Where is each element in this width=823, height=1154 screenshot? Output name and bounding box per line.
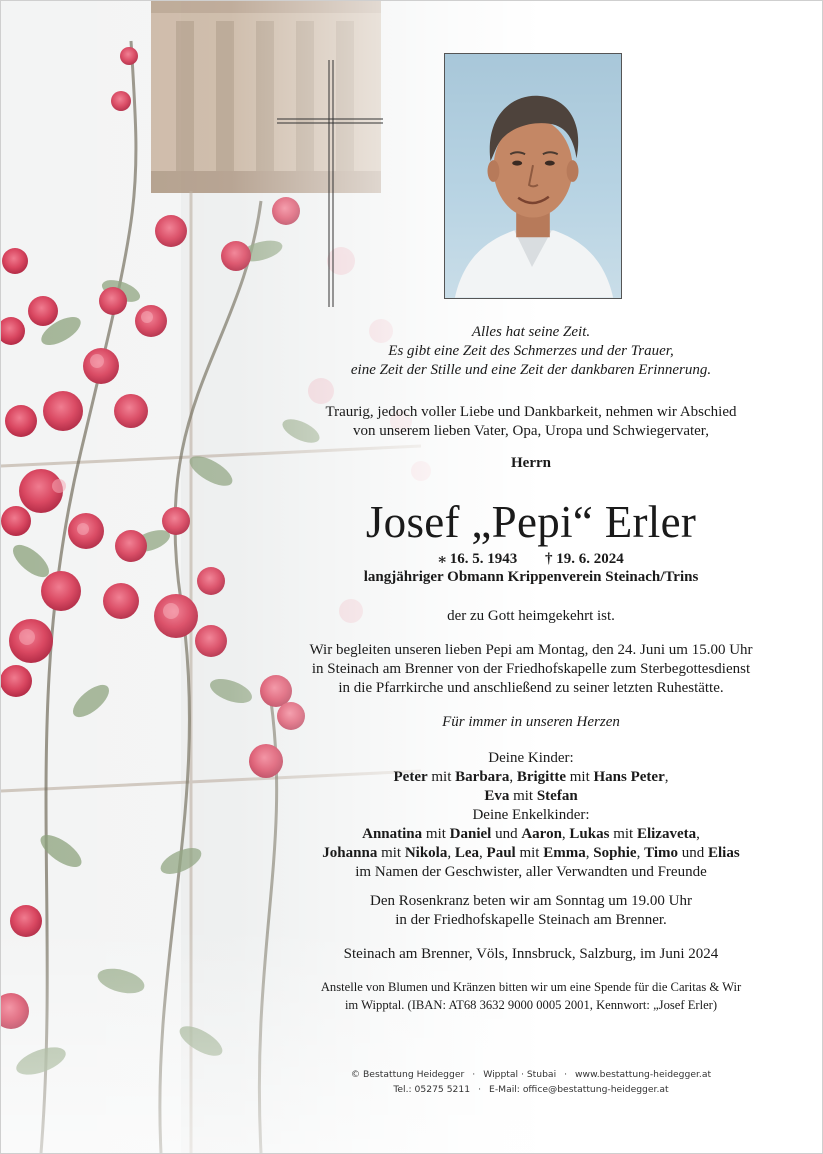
family-member: Annatina [362, 826, 423, 842]
quote [291, 323, 771, 380]
donation-note [291, 978, 771, 1014]
funeral-line: Wir begleiten unseren lieben Pepi am Montag, den 24. Juni um 15.00 Uhr [309, 642, 753, 658]
connector: , [561, 826, 570, 842]
connector: , [447, 845, 455, 861]
family-member: Lea [454, 845, 480, 861]
footer-line-2 [291, 1082, 771, 1097]
deceased-name: Josef „Pepi“ Erler [365, 497, 697, 547]
connector: mit [509, 788, 537, 804]
family-member: Johanna [322, 845, 378, 861]
enkel-heading: Deine Enkelkinder: [472, 807, 590, 823]
rosary-line: Den Rosenkranz beten wir am Sonntag um 19.00 Uhr [369, 893, 693, 909]
connector: mit [422, 826, 450, 842]
family-member: Emma [543, 845, 586, 861]
connector: , [636, 845, 645, 861]
connector: mit [515, 845, 544, 861]
connector: mit [565, 769, 594, 785]
quote-line: eine Zeit der Stille und eine Zeit der dankbaren Erinnerung. [350, 362, 712, 378]
footer-email-link[interactable]: E-Mail: office@bestattung-heidegger.at [489, 1084, 669, 1095]
family-member: Stefan [536, 788, 578, 804]
quote-line: Alles hat seine Zeit. [471, 324, 591, 340]
connector: mit [427, 769, 456, 785]
life-dates [291, 550, 771, 569]
footer-separator: · [478, 1084, 482, 1095]
family-member: Paul [486, 845, 516, 861]
footer-separator: · [564, 1069, 568, 1080]
portrait-illustration [445, 54, 621, 298]
connector: mit [377, 845, 405, 861]
connector: , [509, 769, 517, 785]
kinder-heading: Deine Kinder: [488, 750, 574, 766]
family-member: Nikola [404, 845, 448, 861]
family-member: Eva [484, 788, 510, 804]
portrait-photo [444, 53, 622, 299]
death-date: † 19. 6. 2024 [545, 551, 624, 567]
family-member: Brigitte [516, 769, 566, 785]
enkel-line [291, 825, 771, 844]
connector: und [491, 826, 522, 842]
footer-separator: · [472, 1069, 476, 1080]
family-member: Timo [644, 845, 678, 861]
footer [291, 1067, 771, 1097]
kinder-line [291, 768, 771, 787]
footer-region: Wipptal · Stubai [483, 1069, 557, 1080]
intro-line: von unserem lieben Vater, Opa, Uropa und Schwiegervater, [353, 423, 709, 439]
birth-date: ⁎ 16. 5. 1943 [438, 551, 518, 567]
family-member: Lukas [569, 826, 610, 842]
intro-text [291, 403, 771, 441]
family-member: Aaron [521, 826, 562, 842]
heimgekehrt-text: der zu Gott heimgekehrt ist. [447, 608, 615, 624]
rosary-line: in der Friedhofskapelle Steinach am Brenner. [395, 912, 667, 928]
kinder-line [291, 787, 771, 806]
family-member: Barbara [455, 769, 510, 785]
donation-line: im Wipptal. (IBAN: AT68 3632 9000 0005 2001, Kennwort: „Josef Erler) [344, 998, 718, 1012]
funeral-announcement [291, 641, 771, 698]
family-list [291, 749, 771, 882]
footer-company: © Bestattung Heidegger [350, 1069, 465, 1080]
connector: , [585, 845, 594, 861]
funeral-line: in Steinach am Brenner von der Friedhofskapelle zum Sterbegottesdienst [311, 661, 751, 677]
donation-line: Anstelle von Blumen und Kränzen bitten wir um eine Spende für die Caritas & Wir [320, 980, 742, 994]
connector: , [664, 769, 669, 785]
connector: , [479, 845, 487, 861]
connector: und [678, 845, 708, 861]
rosary-announcement [291, 892, 771, 930]
family-member: Peter [393, 769, 428, 785]
family-member: Elizaveta [636, 826, 697, 842]
quote-line: Es gibt eine Zeit des Schmerzes und der Trauer, [388, 343, 674, 359]
enkel-line [291, 844, 771, 863]
memorial-phrase: Für immer in unseren Herzen [442, 714, 620, 730]
role-title: langjähriger Obmann Krippenverein Steinach/Trins [363, 569, 699, 585]
footer-line-1 [291, 1067, 771, 1082]
cross-icon [271, 56, 389, 311]
footer-phone: Tel.: 05275 5211 [393, 1084, 471, 1095]
family-member: Hans Peter [593, 769, 665, 785]
footer-website-link[interactable]: www.bestattung-heidegger.at [575, 1069, 712, 1080]
connector: , [696, 826, 700, 842]
family-closing: im Namen der Geschwister, aller Verwandten und Freunde [355, 864, 707, 880]
funeral-line: in die Pfarrkirche und anschließend zu seiner letzten Ruhestätte. [338, 680, 724, 696]
place-date: Steinach am Brenner, Völs, Innsbruck, Salzburg, im Juni 2024 [343, 946, 719, 962]
intro-line: Traurig, jedoch voller Liebe und Dankbarkeit, nehmen wir Abschied [325, 404, 737, 420]
connector: mit [609, 826, 637, 842]
family-member: Sophie [593, 845, 637, 861]
family-member: Daniel [449, 826, 492, 842]
salutation: Herrn [511, 455, 551, 471]
family-member: Elias [708, 845, 740, 861]
